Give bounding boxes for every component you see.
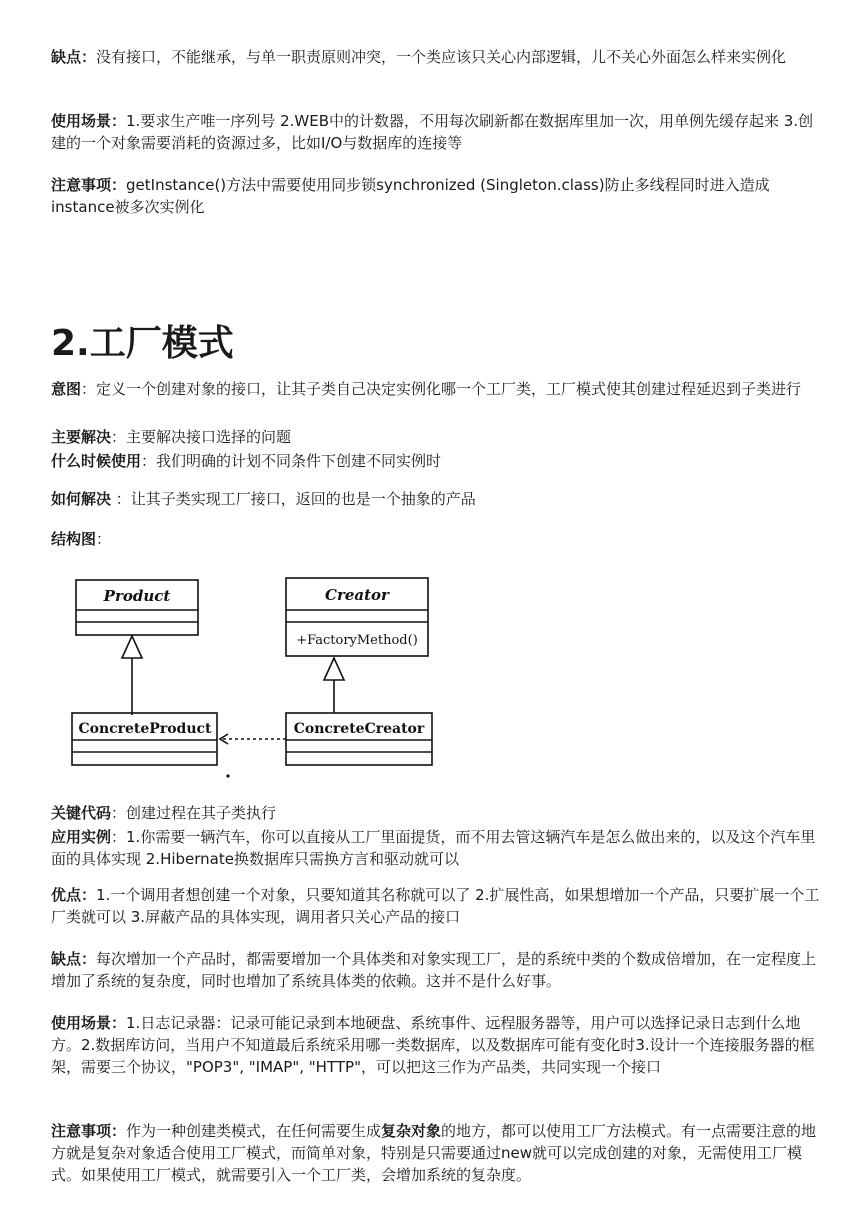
- factory-method-label: +FactoryMethod(): [296, 633, 418, 648]
- factory-how-paragraph: [51, 488, 821, 510]
- factory-notes-paragraph: [51, 1120, 821, 1186]
- factory-keycode-paragraph: [51, 802, 821, 824]
- singleton-cons-paragraph: [51, 46, 821, 68]
- factory-usage-label: 使用场景：: [51, 1014, 127, 1032]
- factory-how-text: ：让其子类实现工厂接口，返回的也是一个抽象的产品: [111, 490, 476, 508]
- factory-keycode-text: ：创建过程在其子类执行: [111, 804, 277, 822]
- factory-structure-colon: ：: [96, 530, 112, 548]
- factory-intent-text: ：定义一个创建对象的接口，让其子类自己决定实例化哪一个工厂类，工厂模式使其创建过程延迟到子类进行: [81, 380, 802, 398]
- factory-example-label: 应用实例: [51, 828, 112, 846]
- factory-solves-label: 主要解决: [51, 428, 112, 446]
- factory-cons-text: 每次增加一个产品时，都需要增加一个具体类和对象实现工厂，是的系统中类的个数成倍增加，在一定程度上增加了系统的复杂度，同时也增加了系统具体类的依赖。这并不是什么好事。: [51, 950, 817, 990]
- factory-notes-bold: 复杂对象: [381, 1122, 442, 1140]
- factory-notes-label: 注意事项：: [51, 1122, 127, 1140]
- inheritance-arrow-icon: [122, 636, 142, 658]
- factory-heading: 2.工厂模式: [51, 323, 234, 364]
- singleton-usage-text: 1.要求生产唯一序列号 2.WEB中的计数器，不用每次刷新都在数据库里加一次，用单例先缓存起来 3.创建的一个对象需要消耗的资源过多，比如I/O与数据库的连接等: [51, 112, 814, 152]
- factory-solves-text: ：主要解决接口选择的问题: [111, 428, 292, 446]
- factory-solves-paragraph: [51, 426, 821, 448]
- factory-intent-paragraph: [51, 378, 821, 400]
- factory-when-paragraph: [51, 450, 821, 472]
- singleton-usage-paragraph: [51, 110, 821, 154]
- factory-intent-label: 意图: [51, 380, 82, 398]
- factory-pros-text: 1.一个调用者想创建一个对象，只要知道其名称就可以了 2.扩展性高，如果想增加一个产品，只要扩展一个工厂类就可以 3.屏蔽产品的具体实现，调用者只关心产品的接口: [51, 886, 820, 926]
- singleton-notes-text: getInstance()方法中需要使用同步锁synchronized (Singleton.class)防止多线程同时进入造成instance被多次实例化: [51, 176, 770, 216]
- concrete-product-class-name: ConcreteProduct: [78, 721, 212, 737]
- factory-pros-paragraph: [51, 884, 821, 928]
- singleton-cons-label: 缺点：: [51, 48, 97, 66]
- concrete-creator-class-name: ConcreteCreator: [293, 721, 425, 737]
- factory-example-paragraph: [51, 826, 821, 870]
- factory-notes-text-1: 作为一种创建类模式，在任何需要生成: [126, 1122, 382, 1140]
- factory-how-label: 如何解决: [51, 490, 112, 508]
- creator-class-name: Creator: [325, 586, 389, 604]
- factory-structure-label: 结构图: [51, 530, 97, 548]
- factory-when-label: 什么时候使用: [51, 452, 142, 470]
- product-class-name: Product: [103, 587, 171, 605]
- factory-when-text: ：我们明确的计划不同条件下创建不同实例时: [141, 452, 442, 470]
- factory-example-text: ：1.你需要一辆汽车，你可以直接从工厂里面提货，而不用去管这辆汽车是怎么做出来的，以及这个汽车里面的具体实现 2.Hibernate换数据库只需换方言和驱动就可以: [51, 828, 816, 868]
- singleton-cons-text: 没有接口，不能继承，与单一职责原则冲突，一个类应该只关心内部逻辑，儿不关心外面怎么样来实例化: [96, 48, 787, 66]
- factory-pros-label: 优点：: [51, 886, 97, 904]
- singleton-usage-label: 使用场景：: [51, 112, 127, 130]
- singleton-notes-paragraph: [51, 174, 821, 218]
- factory-usage-text: 1.日志记录器：记录可能记录到本地硬盘、系统事件、远程服务器等，用户可以选择记录日志到什么地方。2.数据库访问，当用户不知道最后系统采用哪一类数据库，以及数据库可能有变化时3.设计一个连接服务器的框架，需要三个协议，"POP3", "IMAP", "HTTP"，可以把这三作为产品类，共同实现一个接口: [51, 1014, 815, 1076]
- inheritance-arrow-icon: [324, 658, 344, 680]
- singleton-notes-label: 注意事项：: [51, 176, 127, 194]
- factory-usage-paragraph: [51, 1012, 821, 1078]
- factory-structure-paragraph: [51, 528, 821, 550]
- factory-keycode-label: 关键代码: [51, 804, 112, 822]
- factory-cons-label: 缺点：: [51, 950, 97, 968]
- factory-cons-paragraph: [51, 948, 821, 992]
- factory-notes-text-2: 的地方，都可以使用工厂方法模式。有一点需要注意的地方就是复杂对象适合使用工厂模式，而简单对象，特别是只需要通过new就可以完成创建的对象，无需使用工厂模式。如果使用工厂模式，就需要引入一个工厂类，会增加系统的复杂度。: [51, 1122, 817, 1184]
- uml-structure-diagram: [70, 570, 440, 785]
